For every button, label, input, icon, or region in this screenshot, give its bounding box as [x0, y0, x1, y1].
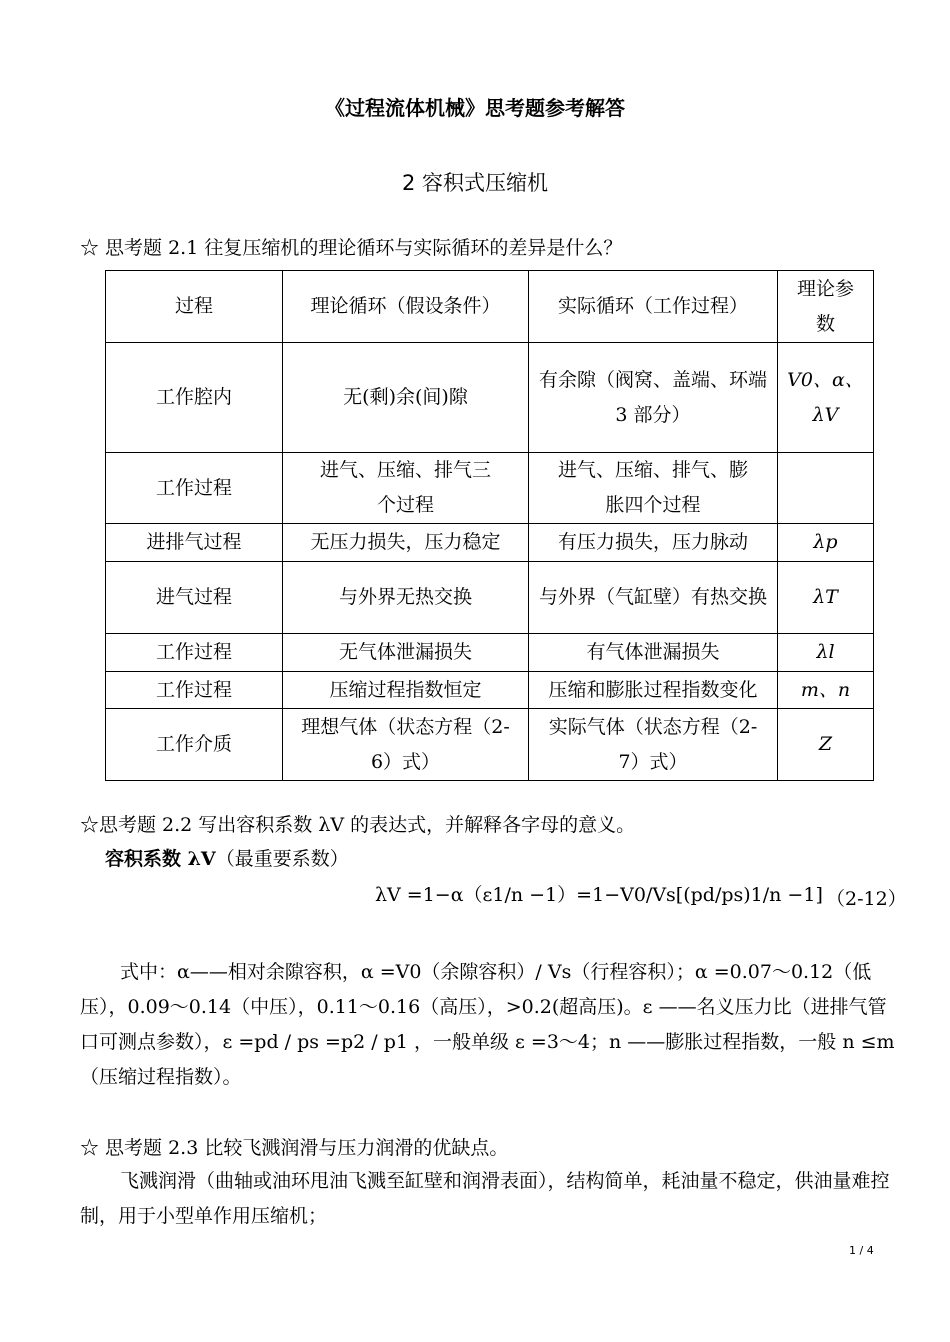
- table-header-cell: 理论循环（假设条件）: [283, 271, 529, 343]
- table-cell: [778, 453, 874, 524]
- volume-coefficient-note: （最重要系数）: [215, 848, 349, 870]
- volume-coefficient-formula: λV =1−α（ε1/n −1）=1−V0/Vs[(pd/ps)1/n −1]: [375, 884, 823, 906]
- table-row: [106, 343, 874, 453]
- comparison-table: [105, 270, 874, 781]
- table-cell: m、n: [778, 672, 874, 709]
- formula-explanation: 式中：α——相对余隙容积，α =V0（余隙容积）/ Vs（行程容积）；α =0.07～0.12（低压），0.09～0.14（中压），0.11～0.16（高压），>0.2(超高压)。ε ——名义压力比（进排气管口可测点参数），ε =pd / ps =p2 / p1 ，一般单级 ε =3～4；n ——膨胀过程指数，一般 n ≤m（压缩过程指数）。: [80, 961, 895, 1088]
- table-row: [106, 453, 874, 524]
- table-cell: 工作介质: [106, 709, 283, 781]
- answer-2-3: 飞溅润滑（曲轴或油环甩油飞溅至缸壁和润滑表面），结构简单，耗油量不稳定，供油量难控制，用于小型单作用压缩机；: [80, 1170, 890, 1227]
- page-number: 1 / 4: [849, 1244, 874, 1257]
- table-cell: 有压力损失，压力脉动: [529, 524, 778, 562]
- table-cell: 压缩和膨胀过程指数变化: [529, 672, 778, 709]
- table-row: [106, 672, 874, 709]
- table-row: [106, 709, 874, 781]
- table-cell: 进气过程: [106, 562, 283, 634]
- table-header-cell: 理论参数: [778, 271, 874, 343]
- table-cell: 无气体泄漏损失: [283, 634, 529, 672]
- table-cell: 无(剩)余(间)隙: [283, 343, 529, 453]
- table-header-row: [106, 271, 874, 343]
- table-cell: λT: [778, 562, 874, 634]
- table-cell: 进气、压缩、排气三个过程: [283, 453, 529, 524]
- table-cell: λp: [778, 524, 874, 562]
- table-cell: 工作过程: [106, 634, 283, 672]
- volume-coefficient-label: 容积系数 λV: [105, 848, 216, 870]
- table-row: [106, 634, 874, 672]
- question-2-1: ☆ 思考题 2.1 往复压缩机的理论循环与实际循环的差异是什么？: [80, 237, 623, 259]
- table-cell: 工作过程: [106, 672, 283, 709]
- table-header-cell: 过程: [106, 271, 283, 343]
- table-cell: 理想气体（状态方程（2-6）式）: [283, 709, 529, 781]
- table-cell: 实际气体（状态方程（2-7）式）: [529, 709, 778, 781]
- question-2-3: ☆ 思考题 2.3 比较飞溅润滑与压力润滑的优缺点。: [80, 1137, 509, 1159]
- table-cell: 进排气过程: [106, 524, 283, 562]
- document-title: 《过程流体机械》思考题参考解答: [325, 96, 625, 120]
- table-cell: 工作腔内: [106, 343, 283, 453]
- question-2-2: ☆思考题 2.2 写出容积系数 λV 的表达式，并解释各字母的意义。: [80, 814, 636, 836]
- table-cell: 进气、压缩、排气、膨胀四个过程: [529, 453, 778, 524]
- equation-number: （2-12）: [826, 888, 907, 910]
- table-cell: 有气体泄漏损失: [529, 634, 778, 672]
- table-header-cell: 实际循环（工作过程）: [529, 271, 778, 343]
- table-cell: 无压力损失，压力稳定: [283, 524, 529, 562]
- table-cell: Z: [778, 709, 874, 781]
- table-cell: 与外界（气缸壁）有热交换: [529, 562, 778, 634]
- volume-coefficient-heading: [105, 847, 349, 871]
- table-cell: 工作过程: [106, 453, 283, 524]
- table-cell: 压缩过程指数恒定: [283, 672, 529, 709]
- table-cell: V0、α、λV: [778, 343, 874, 453]
- table-cell: λl: [778, 634, 874, 672]
- table-cell: 有余隙（阀窝、盖端、环端 3 部分）: [529, 343, 778, 453]
- table-row: [106, 524, 874, 562]
- table-cell: 与外界无热交换: [283, 562, 529, 634]
- chapter-heading: 2 容积式压缩机: [401, 171, 549, 195]
- table-row: [106, 562, 874, 634]
